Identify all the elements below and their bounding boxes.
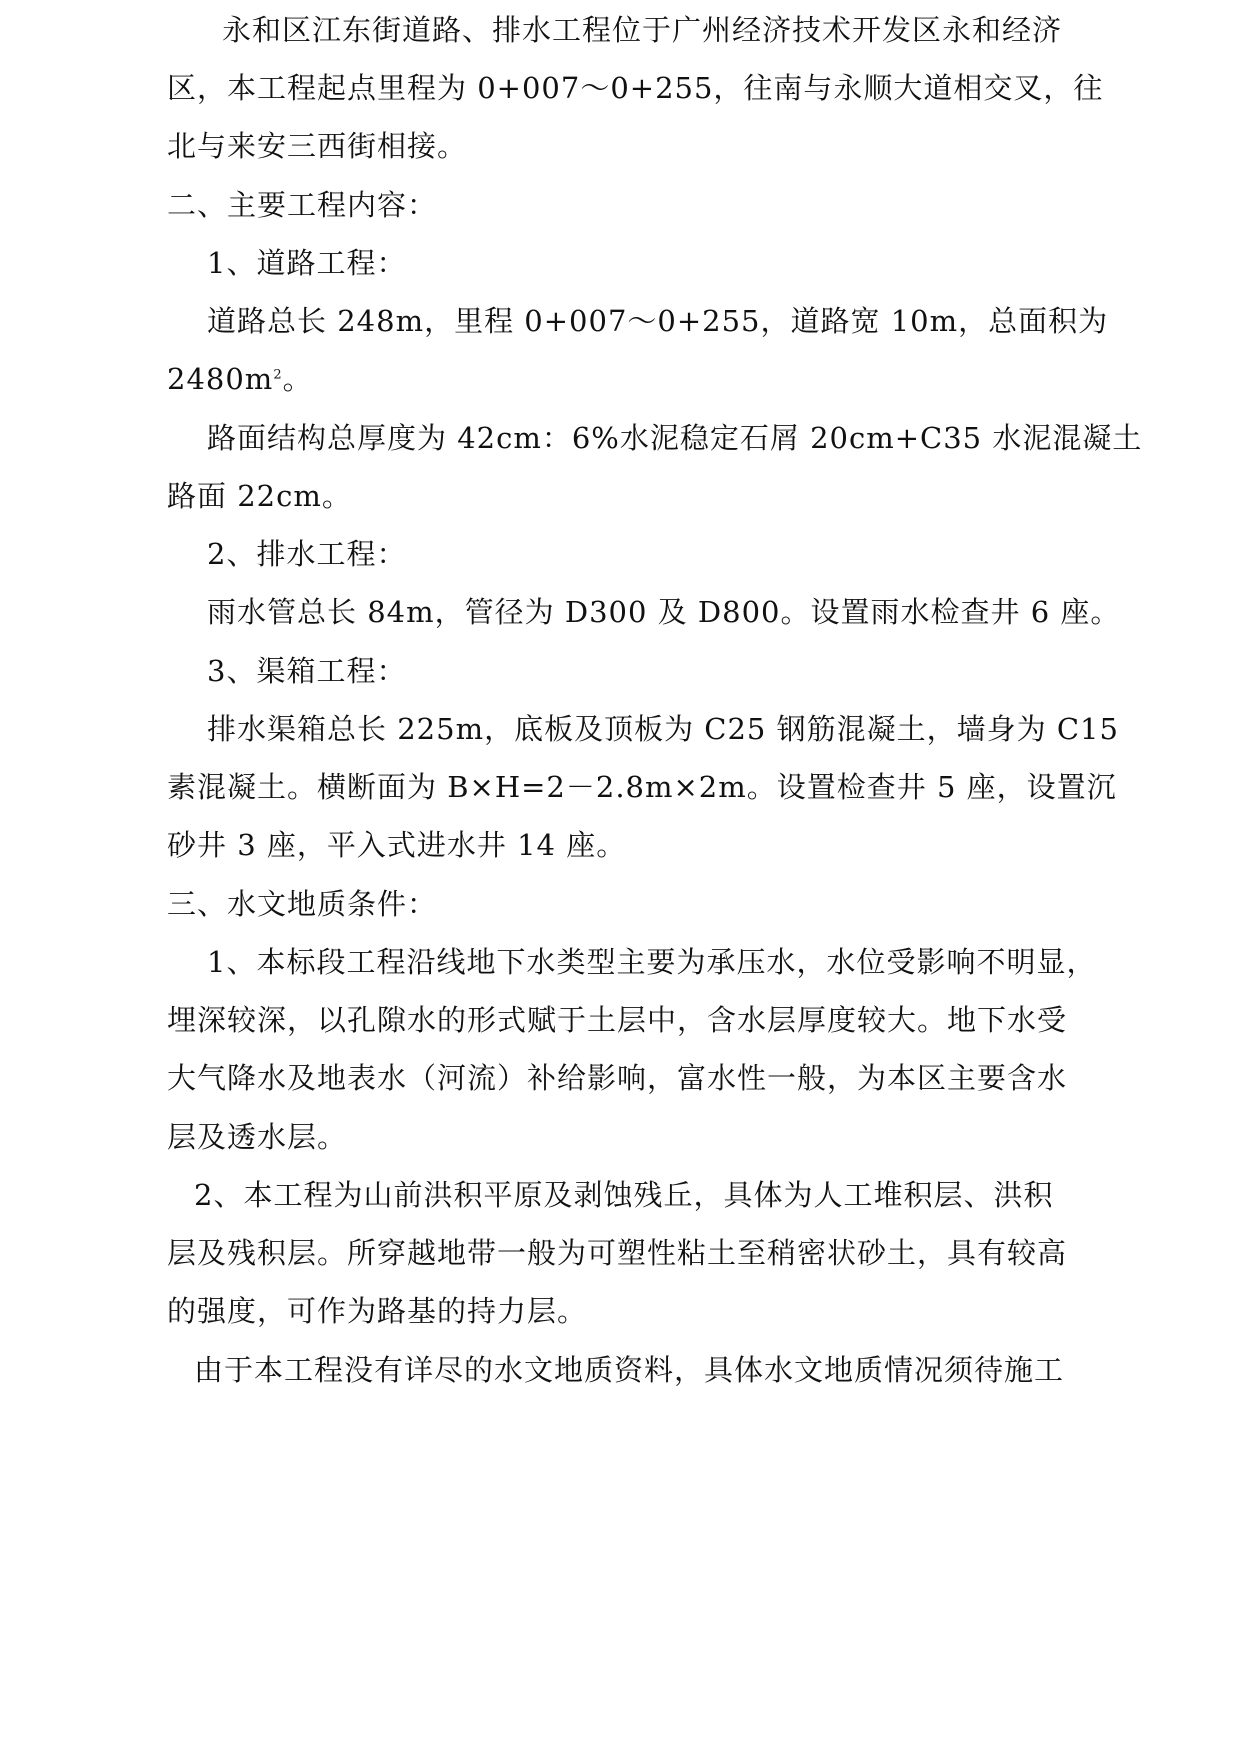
paragraph-line: 的强度，可作为路基的持力层。 <box>167 1294 588 1328</box>
paragraph-line: 路面结构总厚度为 42cm：6%水泥稳定石屑 20cm+C35 水泥混凝土 <box>207 421 1143 455</box>
paragraph-line: 永和区江东街道路、排水工程位于广州经济技术开发区永和经济 <box>222 13 1063 47</box>
subsection-heading: 2、排水工程： <box>207 537 407 571</box>
area-suffix: 。 <box>282 362 313 396</box>
section-heading: 三、水文地质条件： <box>167 887 438 921</box>
paragraph-line: 大气降水及地表水（河流）补给影响，富水性一般，为本区主要含水 <box>167 1061 1068 1095</box>
paragraph-line: 排水渠箱总长 225m，底板及顶板为 C25 钢筋混凝土，墙身为 C15 <box>207 712 1119 746</box>
subsection-heading: 1、道路工程： <box>207 246 407 280</box>
paragraph-line: 雨水管总长 84m，管径为 D300 及 D800。设置雨水检查井 6 座。 <box>207 595 1121 629</box>
paragraph-line: 路面 22cm。 <box>167 479 352 513</box>
paragraph-line: 区，本工程起点里程为 0+007～0+255，往南与永顺大道相交叉，往 <box>167 71 1104 105</box>
paragraph-line: 层及残积层。所穿越地带一般为可塑性粘土至稍密状砂土，具有较高 <box>167 1236 1068 1270</box>
subsection-heading: 3、渠箱工程： <box>207 654 407 688</box>
paragraph-line: 埋深较深，以孔隙水的形式赋于土层中，含水层厚度较大。地下水受 <box>167 1003 1068 1037</box>
paragraph-line: 层及透水层。 <box>167 1120 348 1154</box>
paragraph-line: 砂井 3 座，平入式进水井 14 座。 <box>167 828 627 862</box>
area-superscript: 2 <box>273 367 283 383</box>
paragraph-line: 素混凝土。横断面为 B×H=2－2.8m×2m。设置检查井 5 座，设置沉 <box>167 770 1117 804</box>
area-value-line <box>167 359 313 399</box>
paragraph-line: 由于本工程没有详尽的水文地质资料，具体水文地质情况须待施工 <box>194 1353 1065 1387</box>
paragraph-line: 2、本工程为山前洪积平原及剥蚀残丘，具体为人工堆积层、洪积 <box>194 1178 1054 1212</box>
section-heading: 二、主要工程内容： <box>167 188 438 222</box>
paragraph-line: 1、本标段工程沿线地下水类型主要为承压水，水位受影响不明显， <box>207 945 1097 979</box>
paragraph-line: 道路总长 248m，里程 0+007～0+255，道路宽 10m，总面积为 <box>207 304 1109 338</box>
area-value: 2480m <box>167 362 274 396</box>
paragraph-line: 北与来安三西街相接。 <box>167 129 468 163</box>
